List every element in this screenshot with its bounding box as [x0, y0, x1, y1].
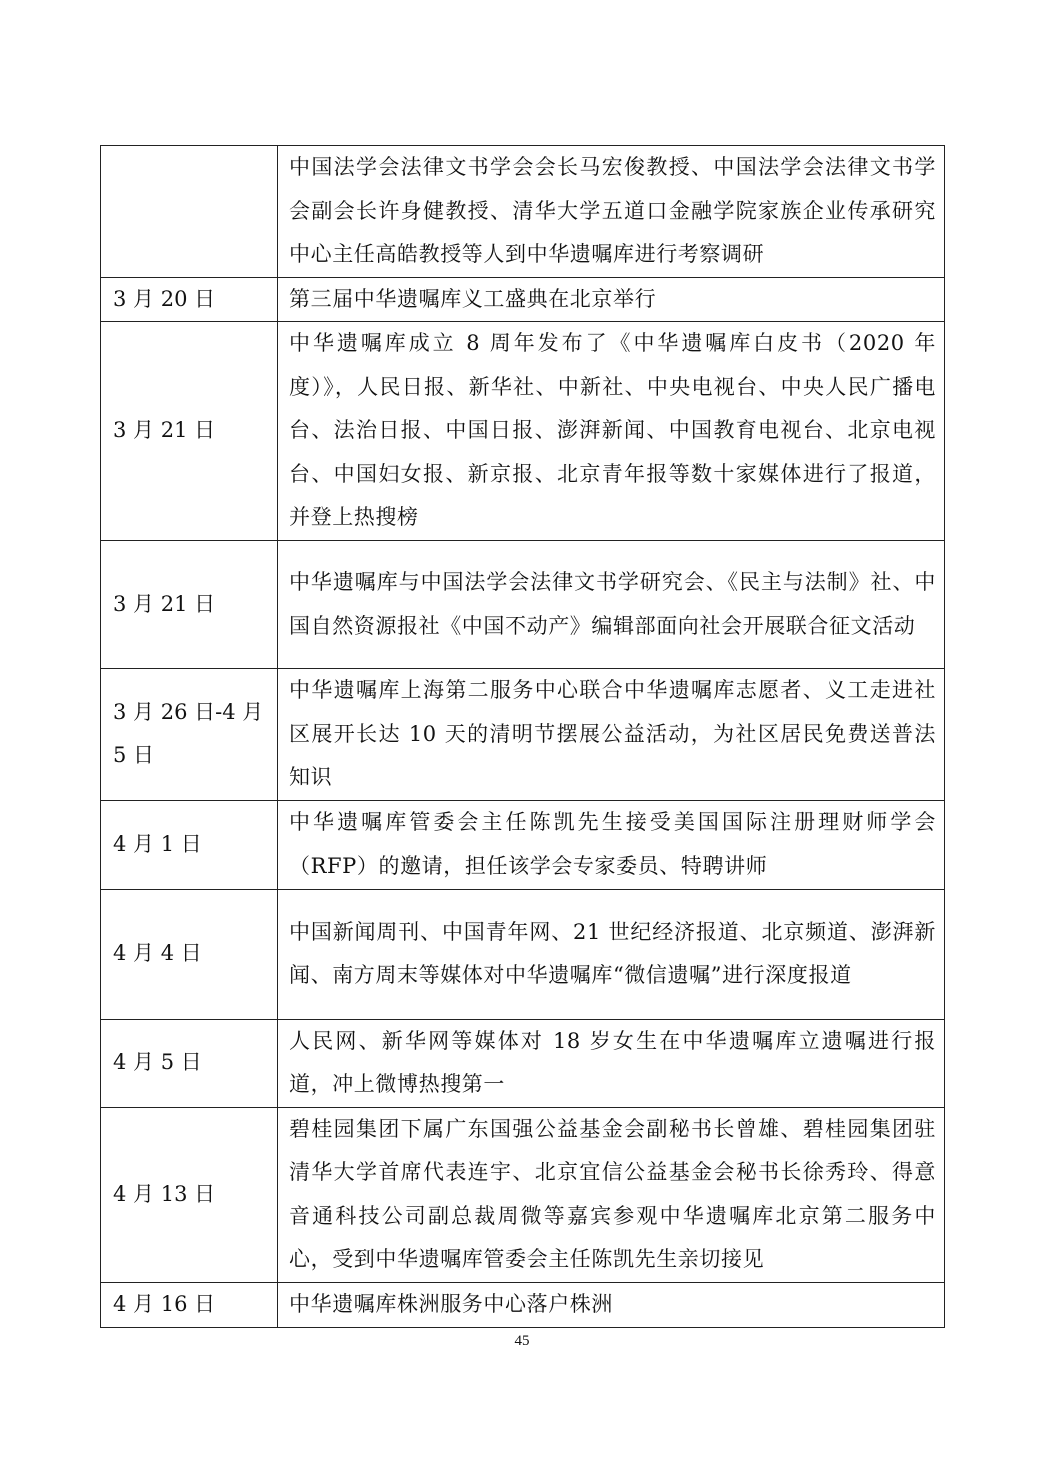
date-cell: 4 月 16 日	[101, 1282, 278, 1327]
description-cell: 中国新闻周刊、中国青年网、21 世纪经济报道、北京频道、澎湃新闻、南方周末等媒体对中华遗嘱库“微信遗嘱”进行深度报道	[278, 889, 945, 1019]
date-cell: 4 月 4 日	[101, 889, 278, 1019]
date-cell: 3 月 26 日-4 月 5 日	[101, 669, 278, 801]
table-row	[101, 146, 945, 278]
date-cell: 4 月 5 日	[101, 1019, 278, 1107]
date-cell	[101, 146, 278, 278]
table-row	[101, 1019, 945, 1107]
events-table	[100, 145, 945, 1328]
table-row	[101, 1107, 945, 1282]
page-number: 45	[514, 1333, 530, 1349]
description-cell: 人民网、新华网等媒体对 18 岁女生在中华遗嘱库立遗嘱进行报道，冲上微博热搜第一	[278, 1019, 945, 1107]
table-row	[101, 889, 945, 1019]
date-cell: 3 月 21 日	[101, 322, 278, 541]
table-row	[101, 541, 945, 669]
table-row	[101, 800, 945, 889]
table-row	[101, 277, 945, 322]
description-cell: 中华遗嘱库株洲服务中心落户株洲	[278, 1282, 945, 1327]
date-cell: 3 月 20 日	[101, 277, 278, 322]
date-cell: 4 月 1 日	[101, 800, 278, 889]
description-cell: 第三届中华遗嘱库义工盛典在北京举行	[278, 277, 945, 322]
description-cell: 中华遗嘱库与中国法学会法律文书学研究会、《民主与法制》社、中国自然资源报社《中国不动产》编辑部面向社会开展联合征文活动	[278, 541, 945, 669]
description-cell: 碧桂园集团下属广东国强公益基金会副秘书长曾雄、碧桂园集团驻清华大学首席代表连宇、北京宜信公益基金会秘书长徐秀玲、得意音通科技公司副总裁周微等嘉宾参观中华遗嘱库北京第二服务中心，受到中华遗嘱库管委会主任陈凯先生亲切接见	[278, 1107, 945, 1282]
description-cell: 中国法学会法律文书学会会长马宏俊教授、中国法学会法律文书学会副会长许身健教授、清华大学五道口金融学院家族企业传承研究中心主任高皓教授等人到中华遗嘱库进行考察调研	[278, 146, 945, 278]
description-cell: 中华遗嘱库管委会主任陈凯先生接受美国国际注册理财师学会（RFP）的邀请，担任该学会专家委员、特聘讲师	[278, 800, 945, 889]
description-cell: 中华遗嘱库上海第二服务中心联合中华遗嘱库志愿者、义工走进社区展开长达 10 天的清明节摆展公益活动，为社区居民免费送普法知识	[278, 669, 945, 801]
description-cell: 中华遗嘱库成立 8 周年发布了《中华遗嘱库白皮书（2020 年度）》，人民日报、新华社、中新社、中央电视台、中央人民广播电台、法治日报、中国日报、澎湃新闻、中国教育电视台、北京电视台、中国妇女报、新京报、北京青年报等数十家媒体进行了报道，并登上热搜榜	[278, 322, 945, 541]
table-row	[101, 1282, 945, 1327]
date-cell: 3 月 21 日	[101, 541, 278, 669]
date-cell: 4 月 13 日	[101, 1107, 278, 1282]
table-row	[101, 322, 945, 541]
table-row	[101, 669, 945, 801]
